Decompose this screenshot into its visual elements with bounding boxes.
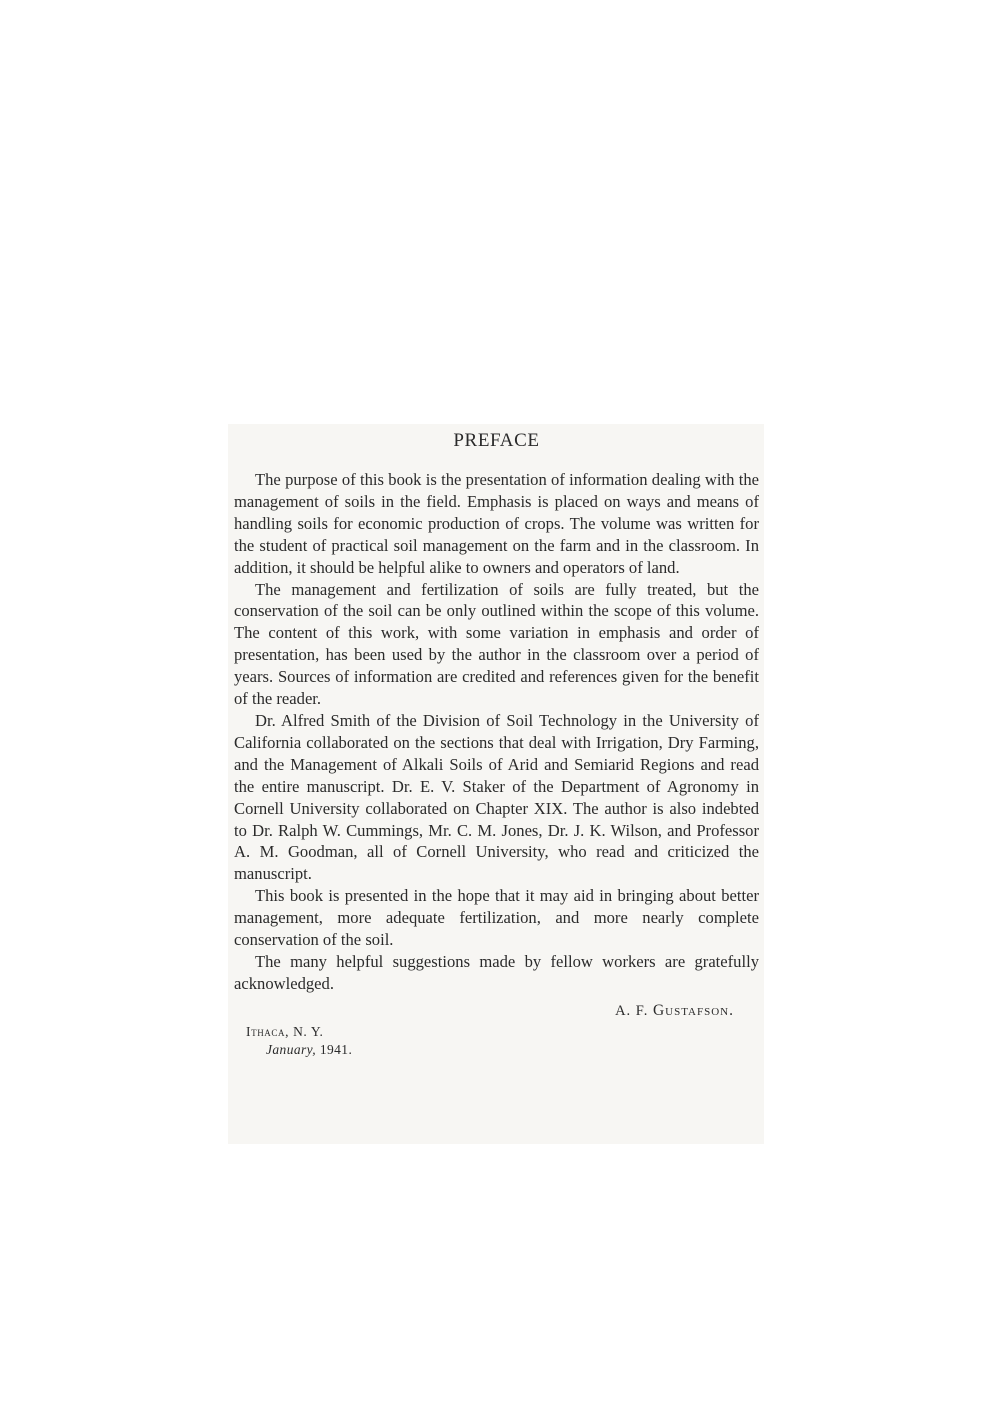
author-signature	[234, 1001, 759, 1021]
preface-paragraph-3: Dr. Alfred Smith of the Division of Soil Technology in the University of California collaborated on the sections that deal with Irrigation, Dry Farming, and the Management of Alkali Soils of Arid and Semiarid Regions and read the entire manuscript. Dr. E. V. Staker of the Department of Agronomy in Cornell University collaborated on Chapter XIX. The author is also indebted to Dr. Ralph W. Cummings, Mr. C. M. Jones, Dr. J. K. Wilson, and Professor A. M. Goodman, all of Cornell University, who read and criticized the manuscript.	[234, 710, 759, 884]
page-title: PREFACE	[453, 430, 540, 451]
date-year: 1941.	[319, 1041, 353, 1057]
place-city: Ithaca,	[246, 1023, 290, 1039]
date-line	[234, 1041, 759, 1059]
preface-content	[234, 424, 759, 1059]
preface-paragraph-5: The many helpful suggestions made by fellow workers are gratefully acknowledged.	[234, 951, 759, 993]
place-line	[234, 1023, 759, 1041]
preface-paragraph-2: The management and fertilization of soils are fully treated, but the conservation of the soil can be only outlined within the scope of this volume. The content of this work, with some variation in emphasis and order of presentation, has been used by the author in the classroom over a period of years. Sources of information are credited and references given for the benefit of the reader.	[234, 579, 759, 709]
place-state: N. Y.	[293, 1023, 324, 1039]
preface-paragraph-1: The purpose of this book is the presentation of information dealing with the management of soils in the field. Emphasis is placed on ways and means of handling soils for economic production of crops. The volume was written for the student of practical soil management on the farm and in the classroom. In addition, it should be helpful alike to owners and operators of land.	[234, 470, 759, 577]
preface-paragraph-4: This book is presented in the hope that it may aid in bringing about better management, more adequate fertilization, and more nearly complete conservation of the soil.	[234, 886, 759, 950]
book-page	[228, 424, 764, 1144]
author-initials: A. F.	[615, 1002, 649, 1019]
author-surname: Gustafson.	[652, 1001, 734, 1019]
date-month: January,	[266, 1041, 317, 1057]
